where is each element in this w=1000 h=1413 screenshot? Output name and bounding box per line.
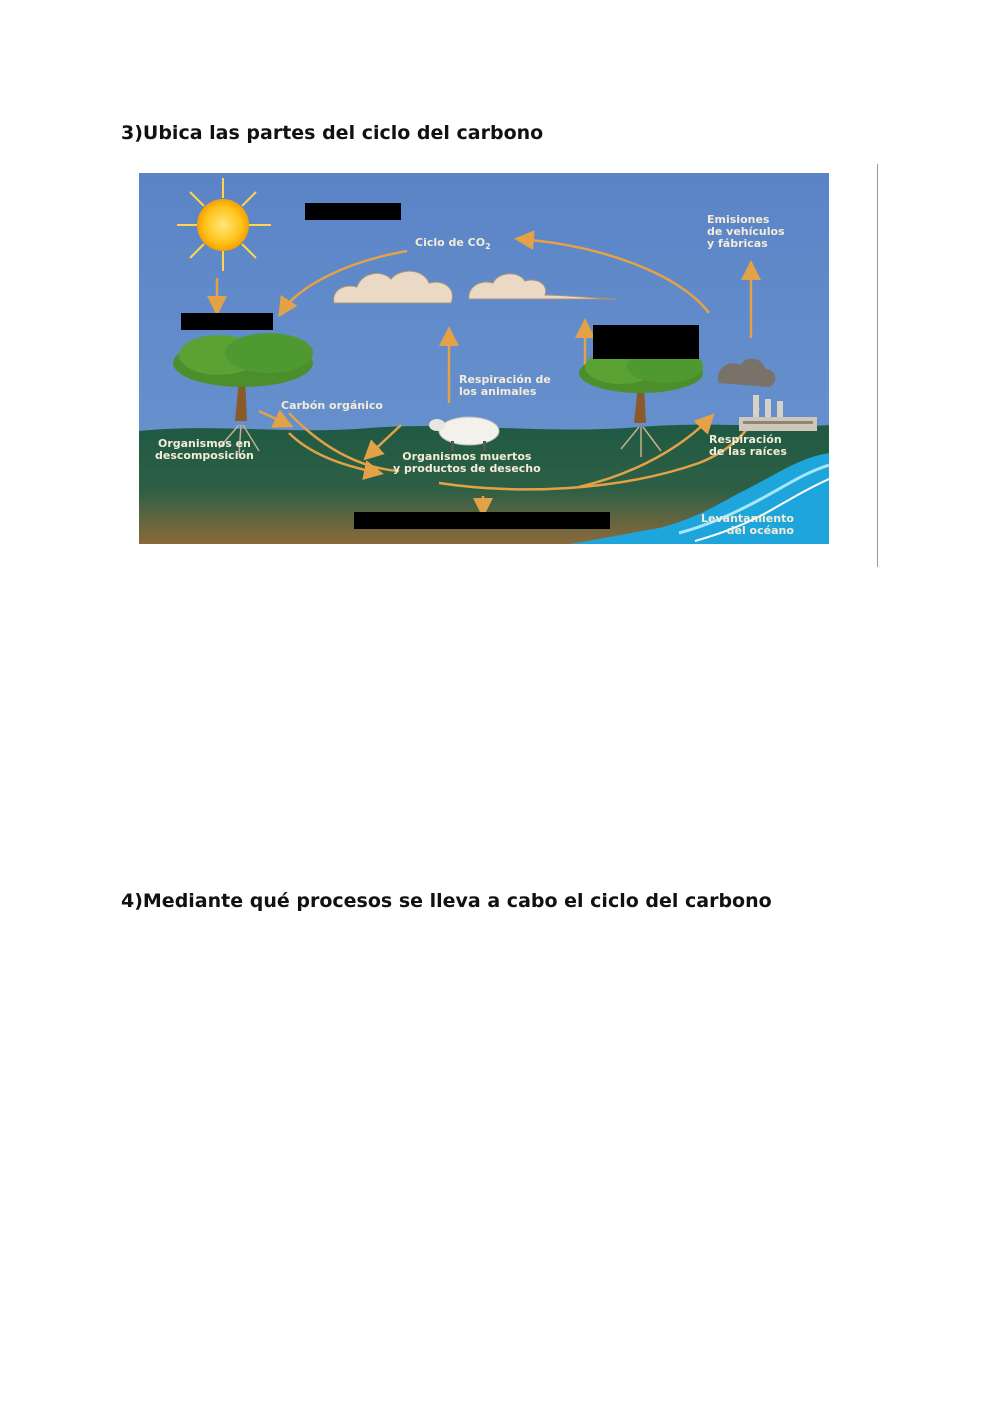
answer-blank-2[interactable] <box>181 313 273 330</box>
question-4: 4)Mediante qué procesos se lleva a cabo el ciclo del carbono <box>121 890 772 912</box>
ocean-uplift-label: Levantamiento del océano <box>701 512 794 537</box>
question-3: 3)Ubica las partes del ciclo del carbono <box>121 122 544 144</box>
organic-carbon-label: Carbón orgánico <box>281 399 383 412</box>
decomposing-organisms-label: Organismos en descomposición <box>155 437 254 462</box>
root-respiration-label: Respiración de las raíces <box>709 433 787 458</box>
dead-organisms-label: Organismos muertos y productos de desecho <box>393 450 541 475</box>
page-divider-line <box>877 164 878 567</box>
answer-blank-4[interactable] <box>354 512 610 529</box>
co2-cycle-label: Ciclo de $CO_2$ <box>415 236 491 252</box>
answer-blank-3[interactable] <box>593 325 699 359</box>
animal-respiration-label: Respiración de los animales <box>459 373 551 398</box>
carbon-cycle-diagram <box>139 173 829 544</box>
answer-blank-1[interactable] <box>305 203 401 220</box>
emissions-label: Emisiones de vehículos y fábricas <box>707 213 785 250</box>
